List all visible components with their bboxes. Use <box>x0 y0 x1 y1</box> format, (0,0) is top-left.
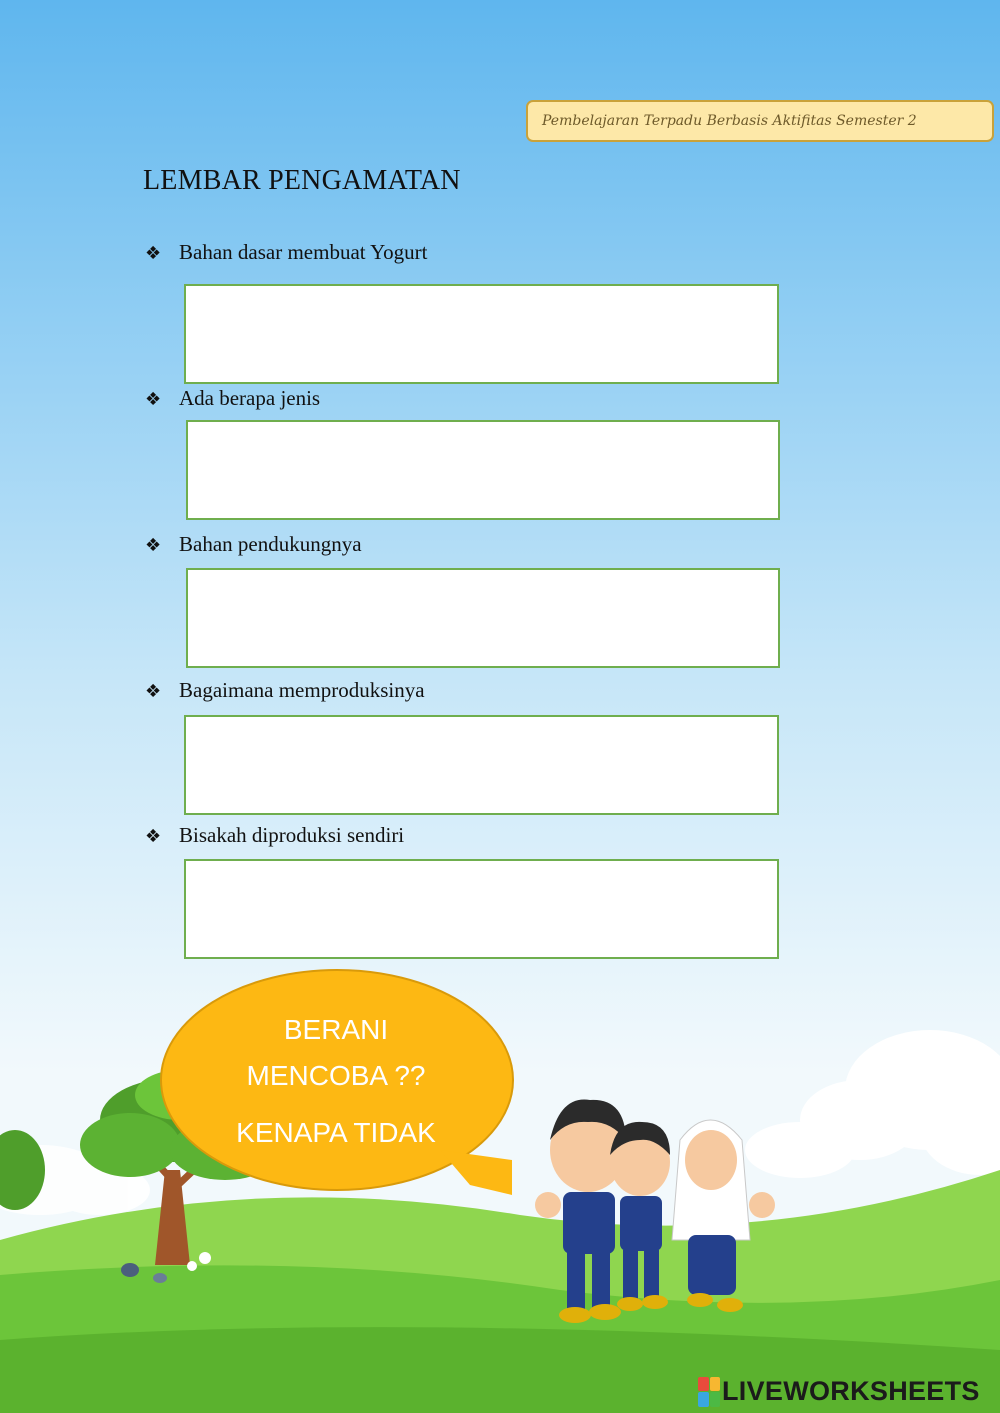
question-2 <box>145 386 320 411</box>
diamond-bullet-icon: ❖ <box>145 826 162 847</box>
page-title: LEMBAR PENGAMATAN <box>143 165 461 196</box>
answer-input-2[interactable] <box>188 422 778 518</box>
brand-name: LIVEWORKSHEETS <box>722 1376 980 1406</box>
question-label: Bahan pendukungnya <box>179 532 362 556</box>
rock <box>153 1273 167 1283</box>
answer-box-3[interactable] <box>186 568 780 668</box>
question-label: Ada berapa jenis <box>179 386 321 410</box>
question-3 <box>145 532 362 557</box>
liveworksheets-logo-icon <box>698 1377 720 1407</box>
question-5 <box>145 823 404 848</box>
answer-input-1[interactable] <box>186 286 777 382</box>
flower <box>199 1252 211 1264</box>
answer-box-1[interactable] <box>184 284 779 384</box>
answer-box-2[interactable] <box>186 420 780 520</box>
answer-input-5[interactable] <box>186 861 777 957</box>
diamond-bullet-icon: ❖ <box>145 681 162 702</box>
header-badge <box>526 100 994 142</box>
question-4 <box>145 678 425 703</box>
question-1 <box>145 240 427 265</box>
cloud-right <box>745 1030 1000 1178</box>
brand-footer[interactable] <box>698 1376 980 1407</box>
answer-input-4[interactable] <box>186 717 777 813</box>
flower <box>187 1261 197 1271</box>
bubble-line-3: KENAPA TIDAK <box>236 1117 436 1148</box>
answer-input-3[interactable] <box>188 570 778 666</box>
question-label: Bagaimana memproduksinya <box>179 678 425 702</box>
diamond-bullet-icon: ❖ <box>145 535 162 556</box>
diamond-bullet-icon: ❖ <box>145 389 162 410</box>
rock <box>121 1263 139 1277</box>
answer-box-5[interactable] <box>184 859 779 959</box>
header-badge-text: Pembelajaran Terpadu Berbasis Aktifitas Semester 2 <box>542 113 917 129</box>
bubble-line-1: BERANI <box>283 1014 389 1045</box>
answer-box-4[interactable] <box>184 715 779 815</box>
diamond-bullet-icon: ❖ <box>145 243 162 264</box>
bubble-line-2: MENCOBA ?? <box>246 1060 426 1091</box>
question-label: Bahan dasar membuat Yogurt <box>179 240 428 264</box>
question-label: Bisakah diproduksi sendiri <box>179 823 405 847</box>
